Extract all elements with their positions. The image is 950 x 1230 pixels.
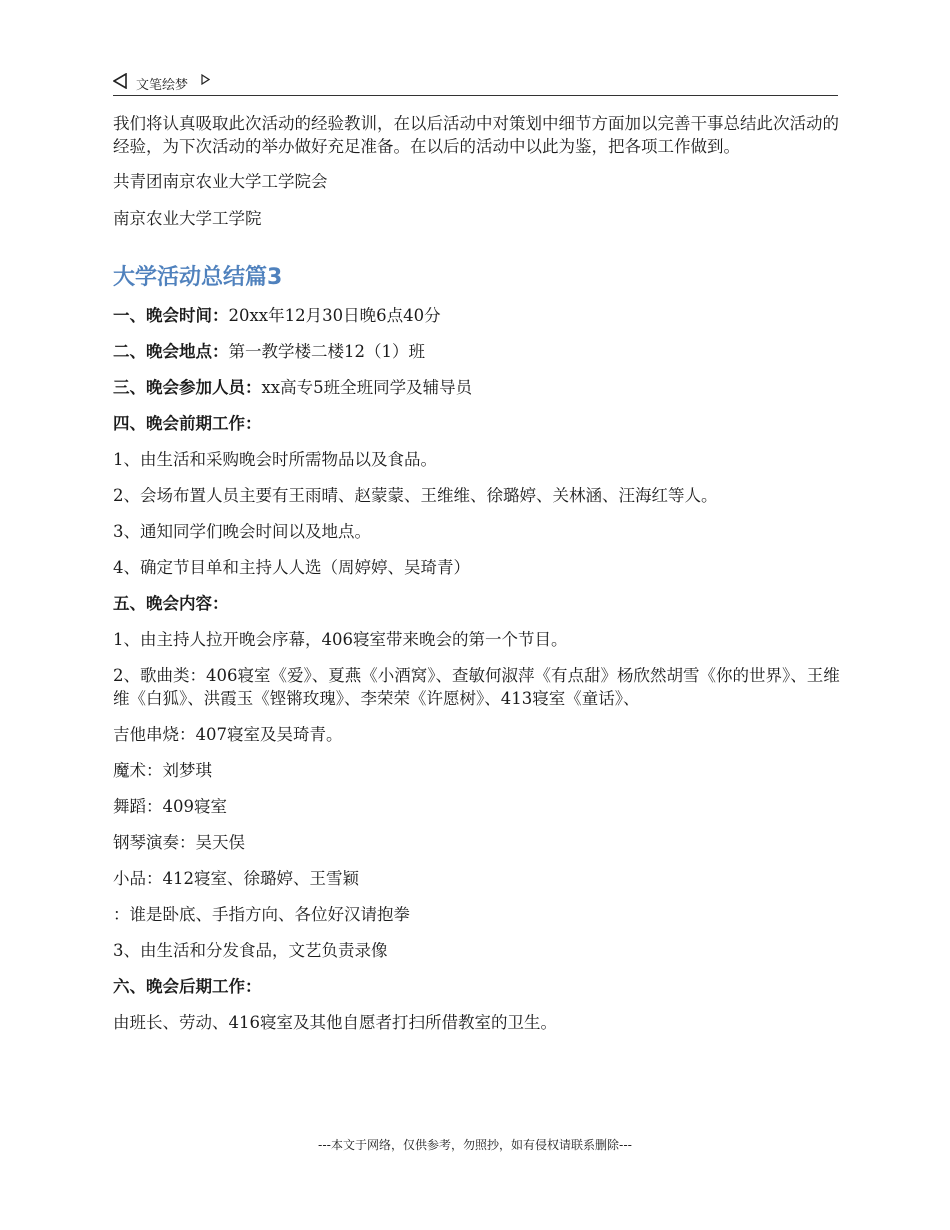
prep-item: 2、会场布置人员主要有王雨晴、赵蒙蒙、王维维、徐璐婷、关林涵、汪海红等人。 <box>113 486 718 505</box>
content-heading: 五、晚会内容： <box>113 594 229 613</box>
content-item: 3、由生活和分发食品，文艺负责录像 <box>113 941 388 960</box>
after-heading: 六、晚会后期工作： <box>113 977 262 996</box>
place-label: 二、晚会地点： <box>113 342 229 361</box>
triangle-right-outline-icon <box>201 74 210 85</box>
content-item: 魔术：刘梦琪 <box>113 761 212 780</box>
content-item: 2、歌曲类：406寝室《爱》、夏燕《小酒窝》、查敏何淑萍《有点甜》杨欣然胡雪《你的世界》、王维维《白狐》、洪霞玉《铿锵玫瑰》、李荣荣《许愿树》、413寝室《童话》、 <box>113 666 840 708</box>
people-value: xx高专5班全班同学及辅导员 <box>261 378 473 397</box>
people-label: 三、晚会参加人员： <box>113 378 262 397</box>
footer-notice: ---本文于网络，仅供参考，勿照抄，如有侵权请联系删除--- <box>318 1138 632 1152</box>
prep-item: 4、确定节目单和主持人人选（周婷婷、吴琦青） <box>113 558 470 577</box>
content-item: 钢琴演奏：吴天俣 <box>113 833 245 852</box>
prep-item: 1、由生活和采购晚会时所需物品以及食品。 <box>113 450 437 469</box>
brand-name: 文笔绘梦 <box>136 78 189 93</box>
after-text: 由班长、劳动、416寝室及其他自愿者打扫所借教室的卫生。 <box>113 1013 557 1032</box>
organization-line-2: 南京农业大学工学院 <box>113 209 262 228</box>
place-line <box>113 340 840 363</box>
prep-item: 3、通知同学们晚会时间以及地点。 <box>113 522 371 541</box>
content-item: 小品：412寝室、徐璐婷、王雪颖 <box>113 869 359 888</box>
time-label: 一、晚会时间： <box>113 306 229 325</box>
organization-line-1: 共青团南京农业大学工学院会 <box>113 172 328 191</box>
content-item: 1、由主持人拉开晚会序幕，406寝室带来晚会的第一个节目。 <box>113 630 568 649</box>
time-value: 20xx年12月30日晚6点40分 <box>228 306 441 325</box>
content-item: 舞蹈：409寝室 <box>113 797 227 816</box>
page-header <box>113 70 838 96</box>
triangle-left-outline-icon <box>113 73 127 89</box>
content-item: 吉他串烧：407寝室及吴琦青。 <box>113 725 343 744</box>
people-line <box>113 376 840 399</box>
place-value: 第一教学楼二楼12（1）班 <box>228 342 425 361</box>
section-title: 大学活动总结篇3 <box>113 265 283 290</box>
intro-paragraph: 我们将认真吸取此次活动的经验教训，在以后活动中对策划中细节方面加以完善干事总结此次活动的经验，为下次活动的举办做好充足准备。在以后的活动中以此为鉴，把各项工作做到。 <box>113 114 839 156</box>
time-line <box>113 304 840 327</box>
document-body <box>113 112 840 1047</box>
content-item: ：谁是卧底、手指方向、各位好汉请抱拳 <box>113 905 410 924</box>
prep-heading: 四、晚会前期工作： <box>113 414 262 433</box>
